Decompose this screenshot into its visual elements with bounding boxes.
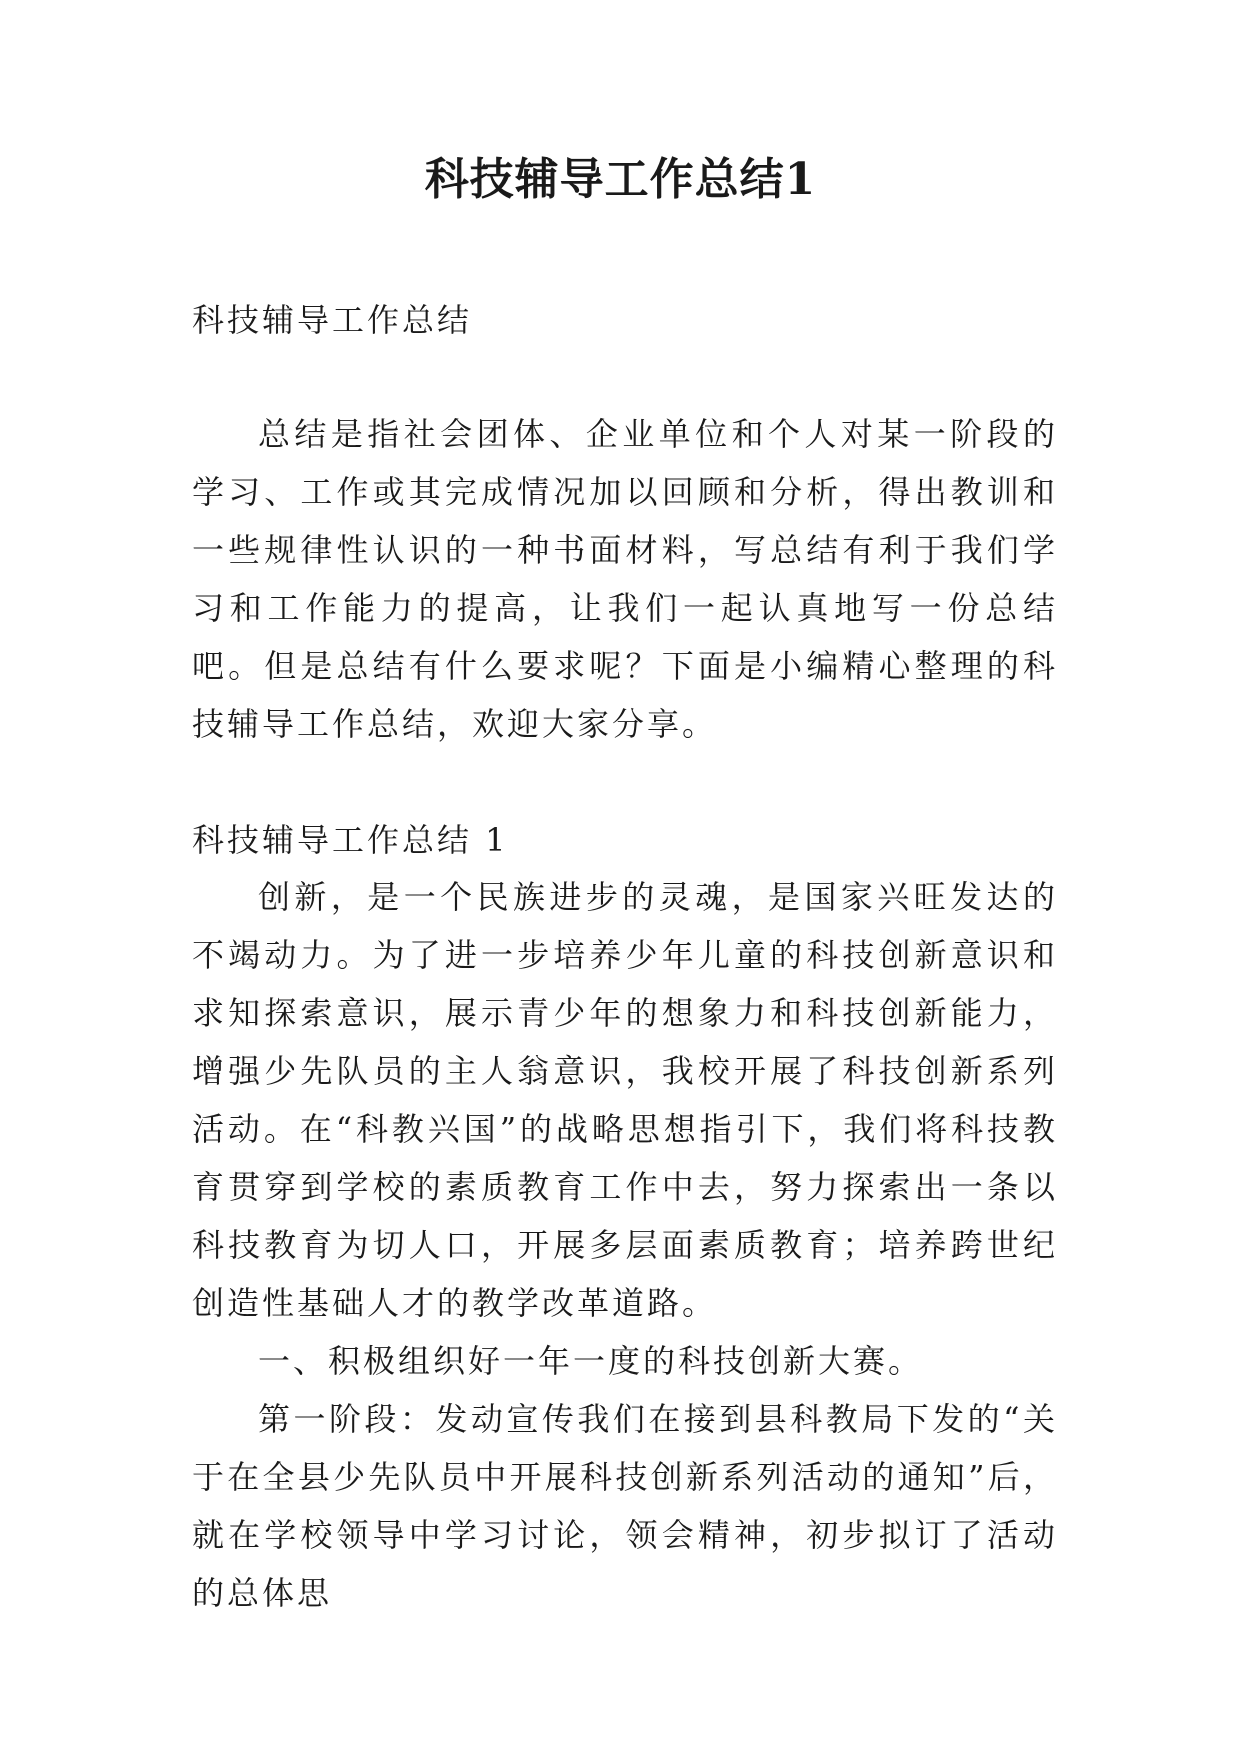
- body-paragraph-2: 一、积极组织好一年一度的科技创新大赛。: [258, 1342, 924, 1380]
- document-title: 科技辅导工作总结1: [424, 154, 817, 205]
- body-paragraph-1: 创新，是一个民族进步的灵魂，是国家兴旺发达的不竭动力。为了进一步培养少年儿童的科技创新意识和求知探索意识，展示青少年的想象力和科技创新能力，增强少先队员的主人翁意识，我校开展了科技创新系列活动。在“科教兴国”的战略思想指引下，我们将科技教育贯穿到学校的素质教育工作中去，努力探索出一条以科技教育为切人口，开展多层面素质教育；培养跨世纪创造性基础人才的教学改革道路。: [192, 878, 1058, 1322]
- section-heading: 科技辅导工作总结 1: [192, 821, 509, 859]
- intro-paragraph: 总结是指社会团体、企业单位和个人对某一阶段的学习、工作或其完成情况加以回顾和分析，得出教训和一些规律性认识的一种书面材料，写总结有利于我们学习和工作能力的提高，让我们一起认真地写一份总结吧。但是总结有什么要求呢？下面是小编精心整理的科技辅导工作总结，欢迎大家分享。: [192, 415, 1058, 743]
- section-body: [192, 868, 1058, 1622]
- document-subtitle: 科技辅导工作总结: [192, 301, 473, 339]
- body-paragraph-3: 第一阶段：发动宣传我们在接到县科教局下发的“关于在全县少先队员中开展科技创新系列活动的通知”后，就在学校领导中学习讨论，领会精神，初步拟订了活动的总体思: [192, 1400, 1058, 1612]
